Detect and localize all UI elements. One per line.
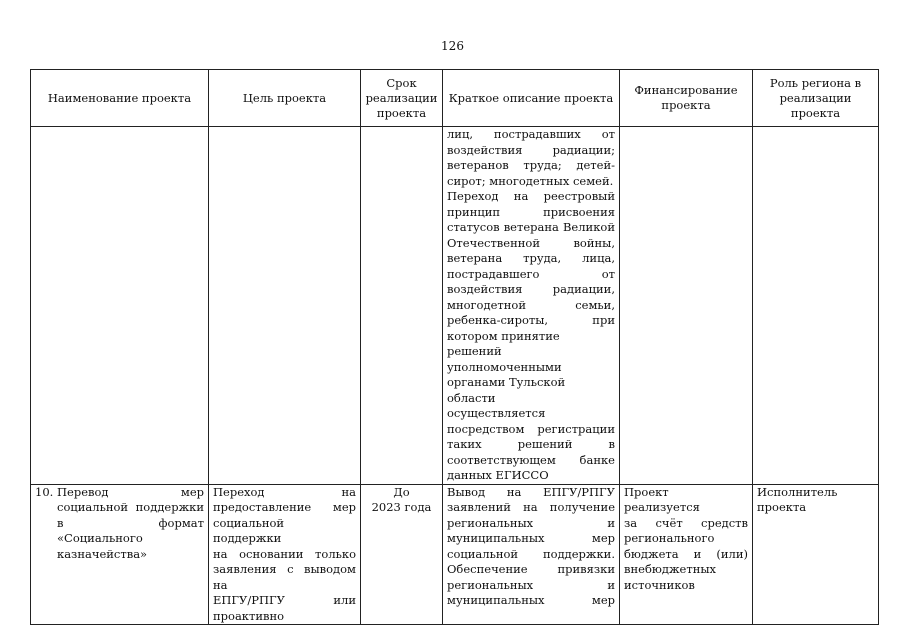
text-line: ЕПГУ/РПГУ или — [213, 593, 356, 607]
text-line: муниципальных мер — [447, 593, 615, 607]
text-line: источников — [624, 577, 695, 592]
text-line: соответствующем банке — [447, 452, 615, 467]
cell-name-empty — [31, 127, 209, 485]
text-line: воздействия радиации, — [447, 282, 615, 296]
cell-goal-empty — [209, 127, 361, 485]
table-row-10 — [31, 484, 879, 625]
cell-role-empty — [753, 127, 879, 485]
text-line: До — [393, 484, 410, 499]
text-line: данных ЕГИССО — [447, 468, 549, 482]
header-region-role: Роль региона в реализации проекта — [753, 70, 879, 127]
cell-project-term — [361, 484, 443, 625]
projects-table — [30, 69, 879, 625]
text-line: пострадавшего от — [447, 266, 615, 281]
text-line: социальной поддержки. — [447, 546, 615, 561]
text-line: «Социального — [57, 531, 143, 545]
text-line: уполномоченными — [447, 359, 562, 374]
text-line: Исполнитель — [757, 484, 838, 499]
text-line: посредством регистрации — [447, 421, 615, 436]
text-line: Перевод мер — [57, 484, 204, 499]
text-line: социальной поддержки — [57, 500, 204, 514]
header-project-term: Срок реализации проекта — [361, 70, 443, 127]
text-line: проекта — [757, 500, 807, 514]
text-line: многодетной семьи, — [447, 297, 615, 312]
text-line: органами Тульской области — [447, 375, 566, 405]
text-line: лиц, пострадавших от — [447, 127, 615, 141]
text-line: регионального — [624, 531, 715, 545]
text-line: Обеспечение привязки — [447, 562, 615, 576]
text-line: за счёт средств — [624, 515, 748, 530]
text-line: сирот; многодетных семей. — [447, 173, 614, 188]
table-header-row — [31, 70, 879, 127]
text-line: Проект реализуется — [624, 484, 700, 514]
text-line: ветерана труда, лица, — [447, 251, 615, 265]
text-line: котором принятие решений — [447, 328, 560, 358]
text-line: социальной поддержки — [213, 515, 285, 545]
header-project-description: Краткое описание проекта — [443, 70, 620, 127]
text-line: бюджета и (или) — [624, 546, 748, 561]
text-line: региональных и — [447, 515, 615, 530]
text-line: статусов ветерана Великой — [447, 220, 615, 234]
cell-term-empty — [361, 127, 443, 485]
text-line: 2023 года — [371, 500, 432, 514]
text-line: Вывод на ЕПГУ/РПГУ — [447, 484, 615, 499]
page-number: 126 — [441, 39, 464, 53]
text-line: региональных и — [447, 577, 615, 592]
text-line: внебюджетных — [624, 562, 717, 576]
text-line: заявления с выводом на — [213, 562, 356, 592]
text-line: заявлений на получение — [447, 500, 615, 514]
text-line: в формат — [57, 515, 204, 530]
cell-description-continuation — [443, 127, 620, 485]
cell-project-goal — [209, 484, 361, 625]
cell-project-name — [31, 484, 209, 625]
text-line: казначейства» — [57, 546, 148, 561]
table-row-continuation — [31, 127, 879, 485]
cell-project-description — [443, 484, 620, 625]
header-project-name: Наименование проекта — [31, 70, 209, 127]
text-line: на основании только — [213, 546, 356, 561]
text-line: Переход на — [213, 484, 356, 499]
cell-financing-empty — [620, 127, 753, 485]
text-line: Переход на реестровый — [447, 189, 615, 203]
cell-region-role — [753, 484, 879, 625]
text-line: предоставление мер — [213, 500, 356, 514]
text-line: Отечественной войны, — [447, 235, 615, 250]
text-line: принцип присвоения — [447, 204, 615, 219]
header-project-goal: Цель проекта — [209, 70, 361, 127]
cell-project-financing — [620, 484, 753, 625]
text-line: осуществляется — [447, 406, 546, 420]
text-line: таких решений в — [447, 437, 615, 451]
text-line: проактивно — [213, 608, 285, 623]
text-line: ребенка-сироты, при — [447, 313, 615, 327]
text-line: муниципальных мер — [447, 531, 615, 545]
row-number: 10. — [35, 484, 54, 499]
header-project-financing: Финансированиe проекта — [620, 70, 753, 127]
text-line: воздействия радиации; — [447, 142, 615, 157]
text-line: ветеранов труда; детей- — [447, 158, 615, 172]
